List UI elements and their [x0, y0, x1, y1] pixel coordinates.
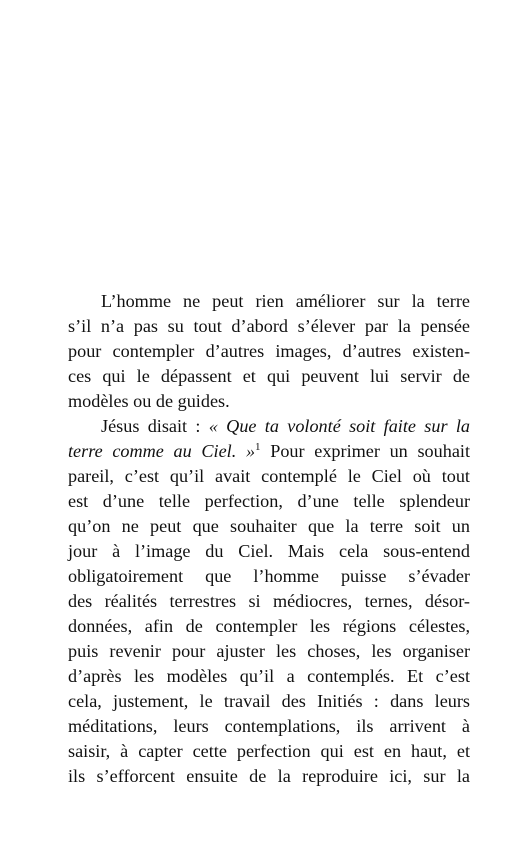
paragraph-2 — [68, 414, 470, 789]
text-line: saisir, à capter cette perfection qui est en haut, et — [68, 741, 470, 761]
text-roman: Jésus disait : — [101, 416, 209, 436]
text-line: puis revenir pour ajuster les choses, les organiser — [68, 641, 470, 661]
paragraph-1 — [68, 289, 470, 414]
text-line: pour contempler d’autres images, d’autres existen- — [68, 341, 470, 361]
text-line: ces qui le dépassent et qui peuvent lui servir de — [68, 366, 470, 386]
page-text — [68, 289, 470, 789]
text-line: méditations, leurs contemplations, ils arrivent à — [68, 716, 470, 736]
quote-italic: « Que ta volonté soit faite sur la — [208, 416, 470, 436]
text-line: pareil, c’est qu’il avait contemplé le Ciel où tout — [68, 466, 470, 486]
text-roman: Pour exprimer un souhait — [260, 441, 470, 461]
text-line: jour à l’image du Ciel. Mais cela sous-entend — [68, 541, 470, 561]
footnote-marker: 1 — [255, 440, 261, 453]
text-line: est d’une telle perfection, d’une telle splendeur — [68, 491, 470, 511]
text-line: ils s’efforcent ensuite de la reproduire ici, sur la — [68, 766, 470, 786]
text-line: des réalités terrestres si médiocres, ternes, désor- — [68, 591, 470, 611]
text-line: modèles ou de guides. — [68, 391, 230, 411]
text-line: s’il n’a pas su tout d’abord s’élever par la pensée — [68, 316, 470, 336]
text-line: qu’on ne peut que souhaiter que la terre soit un — [68, 516, 470, 536]
text-line: d’après les modèles qu’il a contemplés. Et c’est — [68, 666, 470, 686]
text-line: cela, justement, le travail des Initiés : dans leurs — [68, 691, 470, 711]
text-line: obligatoirement que l’homme puisse s’évader — [68, 566, 470, 586]
text-line — [68, 414, 470, 439]
text-line: L’homme ne peut rien améliorer sur la terre — [101, 291, 470, 311]
text-line: données, afin de contempler les régions célestes, — [68, 616, 470, 636]
quote-italic: terre comme au Ciel. » — [68, 441, 256, 461]
text-line — [68, 439, 470, 464]
